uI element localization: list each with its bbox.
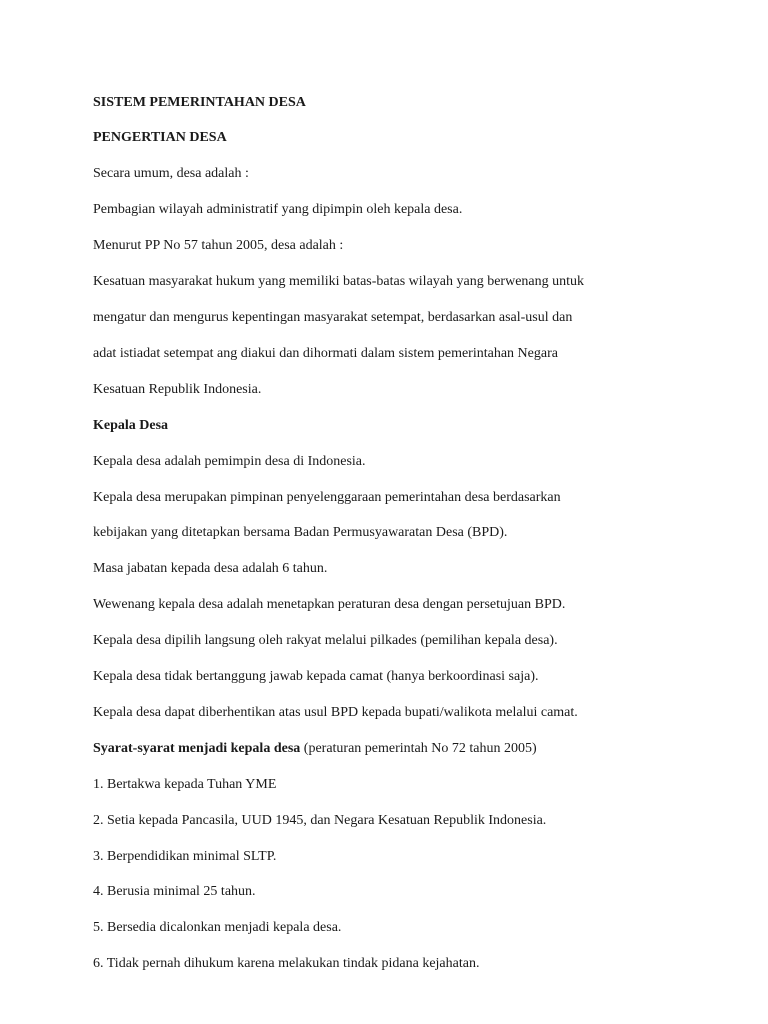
paragraph-line: Kepala desa merupakan pimpinan penyelenggaraan pemerintahan desa berdasarkan [93,490,561,505]
document-title: SISTEM PEMERINTAHAN DESA [93,95,306,110]
paragraph-line: adat istiadat setempat ang diakui dan dihormati dalam sistem pemerintahan Negara [93,346,558,361]
section-heading-syarat-bold: Syarat-syarat menjadi kepala desa [93,741,301,756]
paragraph: Pembagian wilayah administratif yang dipimpin oleh kepala desa. [93,202,463,217]
section-heading-syarat-note: (peraturan pemerintah No 72 tahun 2005) [300,741,537,756]
paragraph: Masa jabatan kepada desa adalah 6 tahun. [93,561,328,576]
list-item: 5. Bersedia dicalonkan menjadi kepala desa. [93,920,342,935]
section-heading-syarat [93,740,537,758]
list-item: 3. Berpendidikan minimal SLTP. [93,849,277,864]
section-heading-pengertian-desa: PENGERTIAN DESA [93,130,227,145]
list-item: 4. Berusia minimal 25 tahun. [93,884,256,899]
list-item: 1. Bertakwa kepada Tuhan YME [93,777,277,792]
paragraph: Kepala desa adalah pemimpin desa di Indonesia. [93,454,366,469]
list-item: 6. Tidak pernah dihukum karena melakukan tindak pidana kejahatan. [93,956,480,971]
paragraph: Secara umum, desa adalah : [93,166,249,181]
paragraph: Menurut PP No 57 tahun 2005, desa adalah : [93,238,344,253]
paragraph: Kepala desa dipilih langsung oleh rakyat melalui pilkades (pemilihan kepala desa). [93,633,558,648]
list-item: 2. Setia kepada Pancasila, UUD 1945, dan Negara Kesatuan Republik Indonesia. [93,813,547,828]
paragraph: Kepala desa tidak bertanggung jawab kepada camat (hanya berkoordinasi saja). [93,669,539,684]
paragraph-line: mengatur dan mengurus kepentingan masyarakat setempat, berdasarkan asal-usul dan [93,310,573,325]
section-heading-kepala-desa: Kepala Desa [93,418,169,433]
paragraph-line: Kesatuan masyarakat hukum yang memiliki batas-batas wilayah yang berwenang untuk [93,274,585,289]
paragraph: Wewenang kepala desa adalah menetapkan peraturan desa dengan persetujuan BPD. [93,597,566,612]
paragraph-line: kebijakan yang ditetapkan bersama Badan Permusyawaratan Desa (BPD). [93,525,508,540]
paragraph: Kepala desa dapat diberhentikan atas usul BPD kepada bupati/walikota melalui camat. [93,705,578,720]
paragraph-line: Kesatuan Republik Indonesia. [93,382,262,397]
